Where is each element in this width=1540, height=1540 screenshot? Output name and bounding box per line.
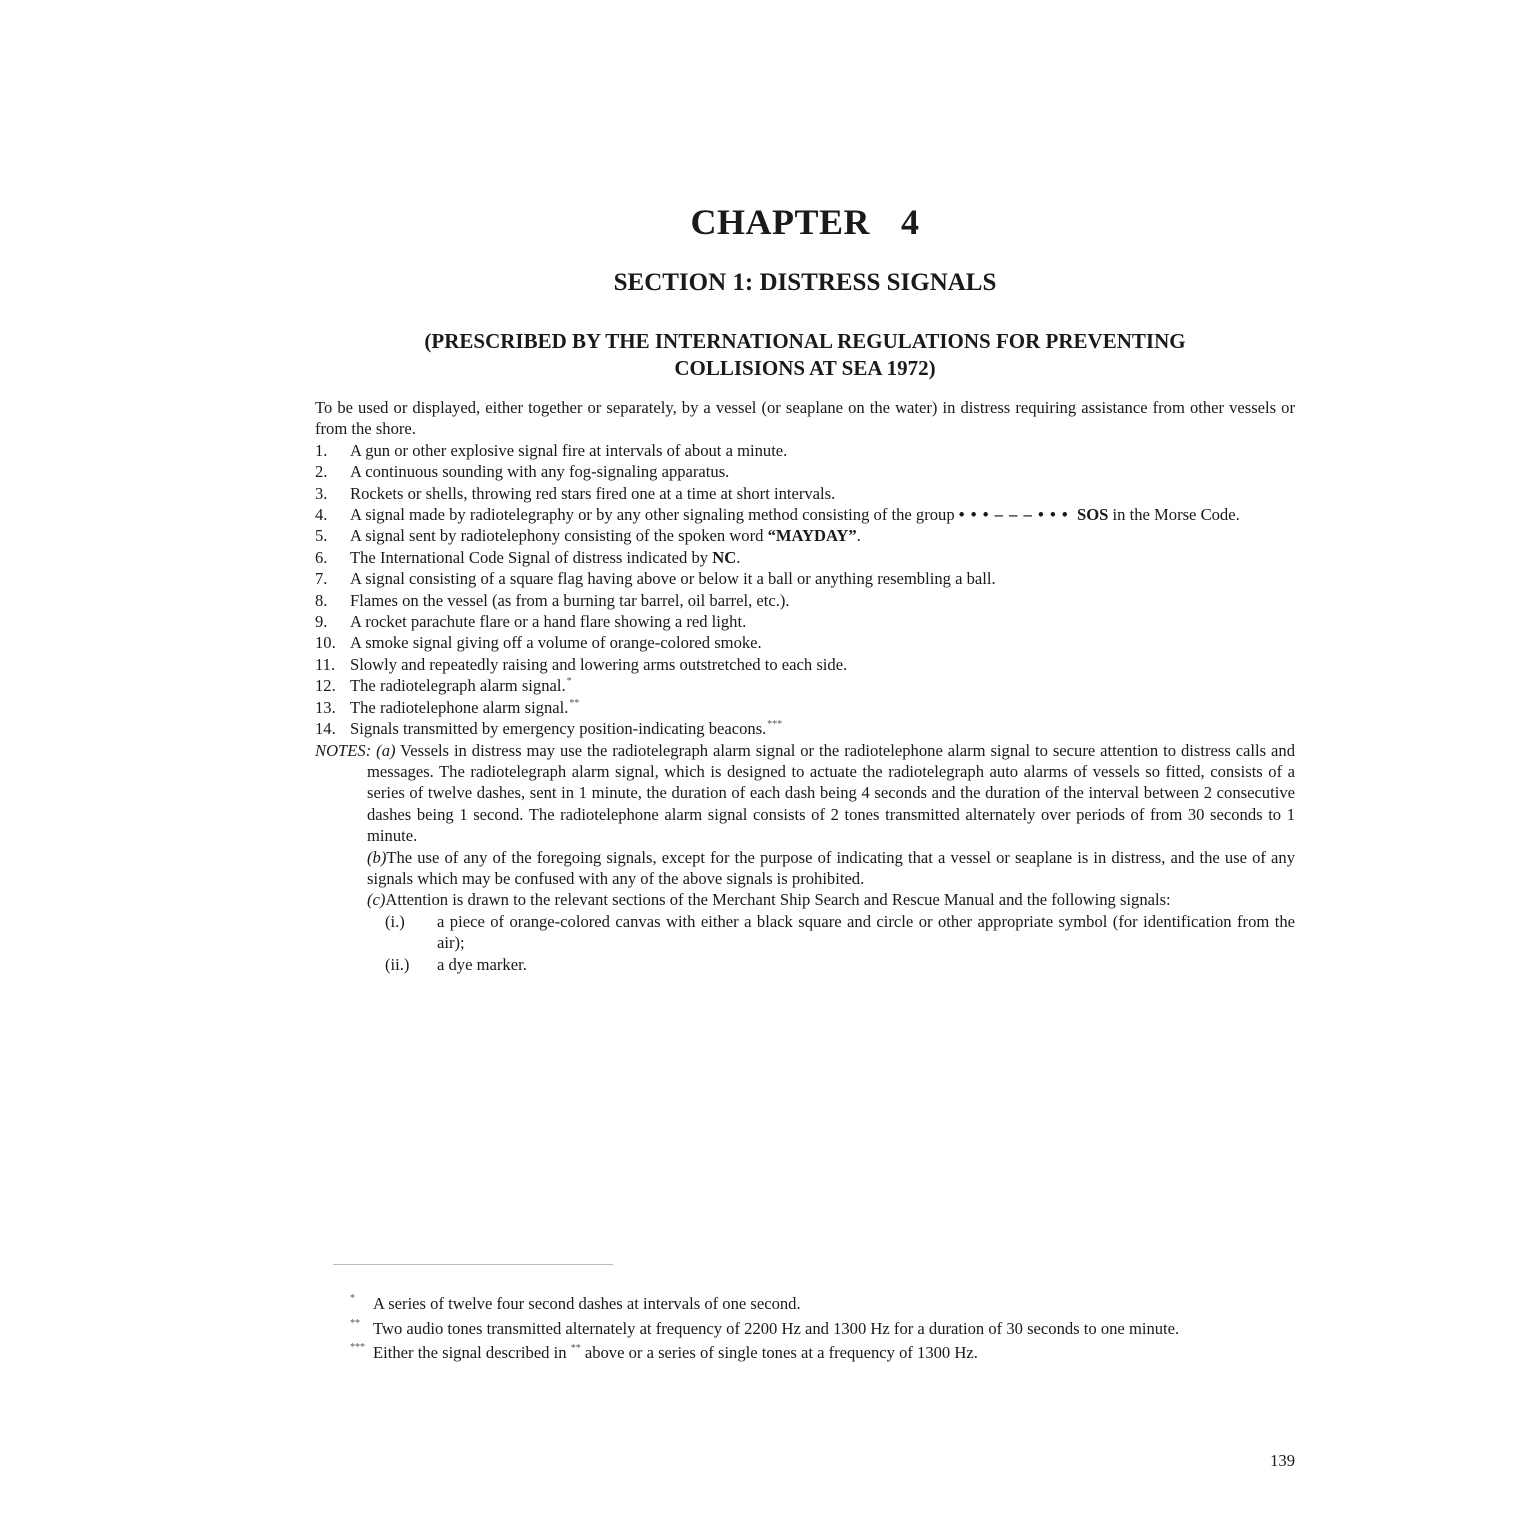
notes-label: NOTES: (a) bbox=[315, 740, 396, 760]
subitem-number: (i.) bbox=[385, 911, 405, 931]
distress-signals-list bbox=[315, 440, 1295, 740]
item-text: A signal sent by radiotelephony consisting of the spoken word bbox=[350, 526, 768, 546]
item-number: 6. bbox=[315, 547, 328, 567]
subtitle-line-1: (PRESCRIBED BY THE INTERNATIONAL REGULATIONS FOR PREVENTING bbox=[424, 329, 1186, 353]
note-c-label: (c) bbox=[367, 890, 386, 910]
footnote-mark: * bbox=[350, 1293, 355, 1304]
item-text: A smoke signal giving off a volume of orange-colored smoke. bbox=[350, 633, 762, 653]
item-number: 3. bbox=[315, 483, 328, 503]
item-number: 12. bbox=[315, 676, 336, 696]
item-number: 7. bbox=[315, 569, 328, 589]
list-item bbox=[315, 590, 1295, 611]
list-item bbox=[315, 568, 1295, 589]
footnote-mark: ** bbox=[350, 1317, 360, 1329]
note-c bbox=[315, 889, 1295, 910]
footnote bbox=[350, 1317, 1270, 1341]
subitem bbox=[385, 911, 1295, 954]
footnotes bbox=[350, 1292, 1270, 1366]
item-number: 5. bbox=[315, 526, 328, 546]
nc-label: NC bbox=[712, 547, 737, 567]
note-a-text: Vessels in distress may use the radiotelegraph alarm signal or the radiotelephone alarm signal to secure attention to distress calls and messages. The radiotelegraph alarm signal, which is designed to actuate the radiotelegraph auto alarms of vessels so fitted, consists of a series of twelve dashes, sent in 1 minute, the duration of each dash being 4 seconds and the duration of the interval between 2 consecutive dashes being 1 second. The radiotelephone alarm signal consists of 2 tones transmitted alternately over periods of from 30 seconds to 1 minute. bbox=[367, 740, 1295, 846]
list-item bbox=[315, 611, 1295, 632]
item-number: 10. bbox=[315, 633, 336, 653]
note-b bbox=[315, 847, 1295, 890]
item-text: A continuous sounding with any fog-signaling apparatus. bbox=[350, 462, 730, 482]
note-a bbox=[315, 740, 1295, 847]
item-text: A signal consisting of a square flag having above or below it a ball or anything resembling a ball. bbox=[350, 569, 996, 589]
item-number: 4. bbox=[315, 505, 328, 525]
chapter-title: CHAPTER 4 bbox=[690, 202, 920, 242]
list-item bbox=[315, 547, 1295, 568]
page-number: 139 bbox=[1270, 1451, 1295, 1470]
item-text-after: . bbox=[736, 547, 741, 567]
item-text: Signals transmitted by emergency position-indicating beacons. bbox=[350, 719, 767, 739]
item-number: 14. bbox=[315, 719, 336, 739]
footnote bbox=[350, 1341, 1270, 1365]
item-number: 2. bbox=[315, 462, 328, 482]
footnote-text: Either the signal described in bbox=[373, 1343, 571, 1362]
list-item bbox=[315, 525, 1295, 546]
note-c-text: Attention is drawn to the relevant sections of the Merchant Ship Search and Rescue Manual and the following signals: bbox=[385, 890, 1171, 910]
item-number: 13. bbox=[315, 697, 336, 717]
body-text bbox=[315, 397, 1295, 975]
item-text: The radiotelegraph alarm signal. bbox=[350, 676, 566, 696]
footnote-divider bbox=[333, 1264, 613, 1265]
item-number: 8. bbox=[315, 590, 328, 610]
item-text-after: in the Morse Code. bbox=[1108, 505, 1240, 525]
footnote-text: A series of twelve four second dashes at intervals of one second. bbox=[373, 1294, 801, 1313]
list-item bbox=[315, 504, 1295, 525]
footnote-text-after: above or a series of single tones at a frequency of 1300 Hz. bbox=[580, 1343, 978, 1362]
morse-code-sos: • • • – – – • • • bbox=[958, 505, 1069, 525]
list-item bbox=[315, 483, 1295, 504]
mayday-label: “MAYDAY” bbox=[767, 526, 857, 546]
item-number: 1. bbox=[315, 440, 328, 460]
item-number: 11. bbox=[315, 654, 336, 674]
list-item bbox=[315, 697, 1295, 718]
section-title: SECTION 1: DISTRESS SIGNALS bbox=[613, 269, 997, 296]
note-c-subitems bbox=[315, 911, 1295, 975]
subitem-number: (ii.) bbox=[385, 954, 410, 974]
list-item bbox=[315, 654, 1295, 675]
list-item bbox=[315, 675, 1295, 696]
document-page bbox=[315, 0, 1295, 1540]
item-text: A rocket parachute flare or a hand flare showing a red light. bbox=[350, 612, 747, 632]
footnote-inline-reference[interactable]: ** bbox=[570, 1343, 581, 1354]
item-text: Rockets or shells, throwing red stars fired one at a time at short intervals. bbox=[350, 483, 836, 503]
item-text: Slowly and repeatedly raising and lowering arms outstretched to each side. bbox=[350, 654, 848, 674]
note-b-label: (b) bbox=[367, 847, 387, 867]
footnote-mark: *** bbox=[350, 1342, 365, 1353]
footnote-reference[interactable]: ** bbox=[569, 697, 580, 709]
list-item bbox=[315, 718, 1295, 739]
subitem bbox=[385, 954, 1295, 975]
notes-section bbox=[315, 740, 1295, 975]
list-item bbox=[315, 440, 1295, 461]
list-item bbox=[315, 632, 1295, 653]
item-text: The radiotelephone alarm signal. bbox=[350, 697, 569, 717]
item-text: A gun or other explosive signal fire at intervals of about a minute. bbox=[350, 440, 788, 460]
subitem-text: a piece of orange-colored canvas with either a black square and circle or other appropriate symbol (for identification from the air); bbox=[437, 911, 1295, 953]
item-number: 9. bbox=[315, 612, 328, 632]
footnote-reference[interactable]: *** bbox=[767, 719, 783, 731]
item-text: Flames on the vessel (as from a burning tar barrel, oil barrel, etc.). bbox=[350, 590, 790, 610]
item-text-after: . bbox=[856, 526, 861, 546]
item-text: The International Code Signal of distress indicated by bbox=[350, 547, 713, 567]
subitem-text: a dye marker. bbox=[437, 954, 527, 974]
footnote-reference[interactable]: * bbox=[566, 676, 572, 688]
sos-label: SOS bbox=[1077, 505, 1109, 525]
intro-paragraph: To be used or displayed, either together or separately, by a vessel (or seaplane on the water) in distress requiring assistance from other vessels or from the shore. bbox=[315, 398, 1295, 439]
subtitle-line-2: COLLISIONS AT SEA 1972) bbox=[674, 356, 936, 380]
list-item bbox=[315, 461, 1295, 482]
note-b-text: The use of any of the foregoing signals, except for the purpose of indicating that a vessel or seaplane is in distress, and the use of any signals which may be confused with any of the above signals is prohibited. bbox=[367, 847, 1295, 888]
footnote bbox=[350, 1292, 1270, 1316]
section-subtitle bbox=[315, 328, 1295, 382]
footnote-text: Two audio tones transmitted alternately at frequency of 2200 Hz and 1300 Hz for a duration of 30 seconds to one minute. bbox=[373, 1318, 1180, 1338]
item-text: A signal made by radiotelegraphy or by any other signaling method consisting of the group bbox=[350, 505, 959, 525]
